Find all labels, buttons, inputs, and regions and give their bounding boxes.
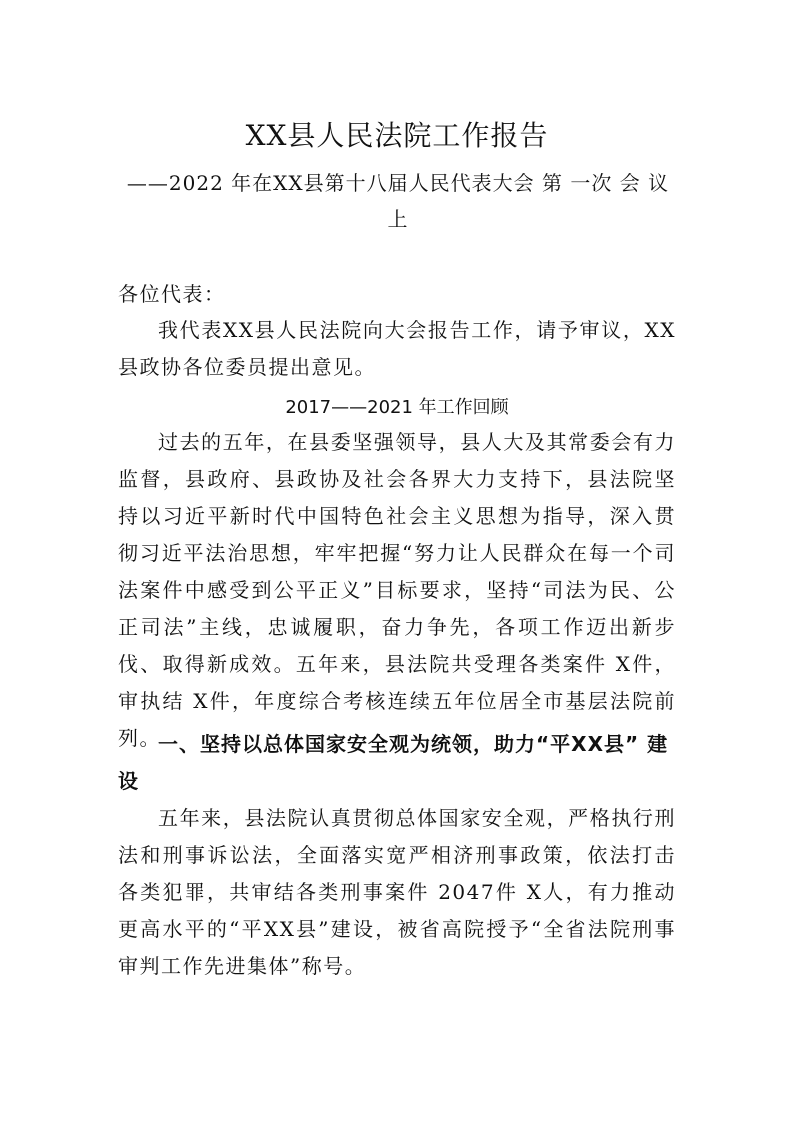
salutation: 各位代表： — [118, 282, 226, 306]
section-heading: 2017——2021 年工作回顾 — [285, 397, 509, 418]
review-paragraph: 过去的五年，在县委坚强领导，县人大及其常委会有力监督，县政府、县政协及社会各界大力支持下，县法院坚持以习近平新时代中国特色社会主义思想为指导，深入贯彻习近平法治思想，牢牢把握“努力让人民群众在每一个司法案件中感受到公平正义”目标要求，坚持“司法为民、公正司法”主线，忠诚履职，奋力争先，各项工作迈出新步伐、取得新成效。五年来，县法院共受理各类案件 X件，审执结 X件，年度综合考核连续五年位居全市基层法院前列。 — [118, 430, 676, 750]
paragraph-national-security: 五年来，县法院认真贯彻总体国家安全观，严格执行刑法和刑事诉讼法，全面落实宽严相济刑事政策，依法打击各类犯罪，共审结各类刑事案件 2047件 X人，有力推动更高水平的“平XX县”建设，被省高院授予“全省法院刑事审判工作先进集体”称号。 — [118, 806, 676, 978]
heading-national-security: 一、坚持以总体国家安全观为统领，助力“平XX县” 建设 — [118, 732, 669, 793]
document-subtitle: ——2022 年在XX县第十八届人民代表大会 第 一次 会 议上 — [126, 171, 670, 231]
document-title: XX县人民法院工作报告 — [245, 119, 549, 152]
intro-paragraph: 我代表XX县人民法院向大会报告工作，请予审议，XX县政协各位委员提出意见。 — [118, 318, 676, 379]
